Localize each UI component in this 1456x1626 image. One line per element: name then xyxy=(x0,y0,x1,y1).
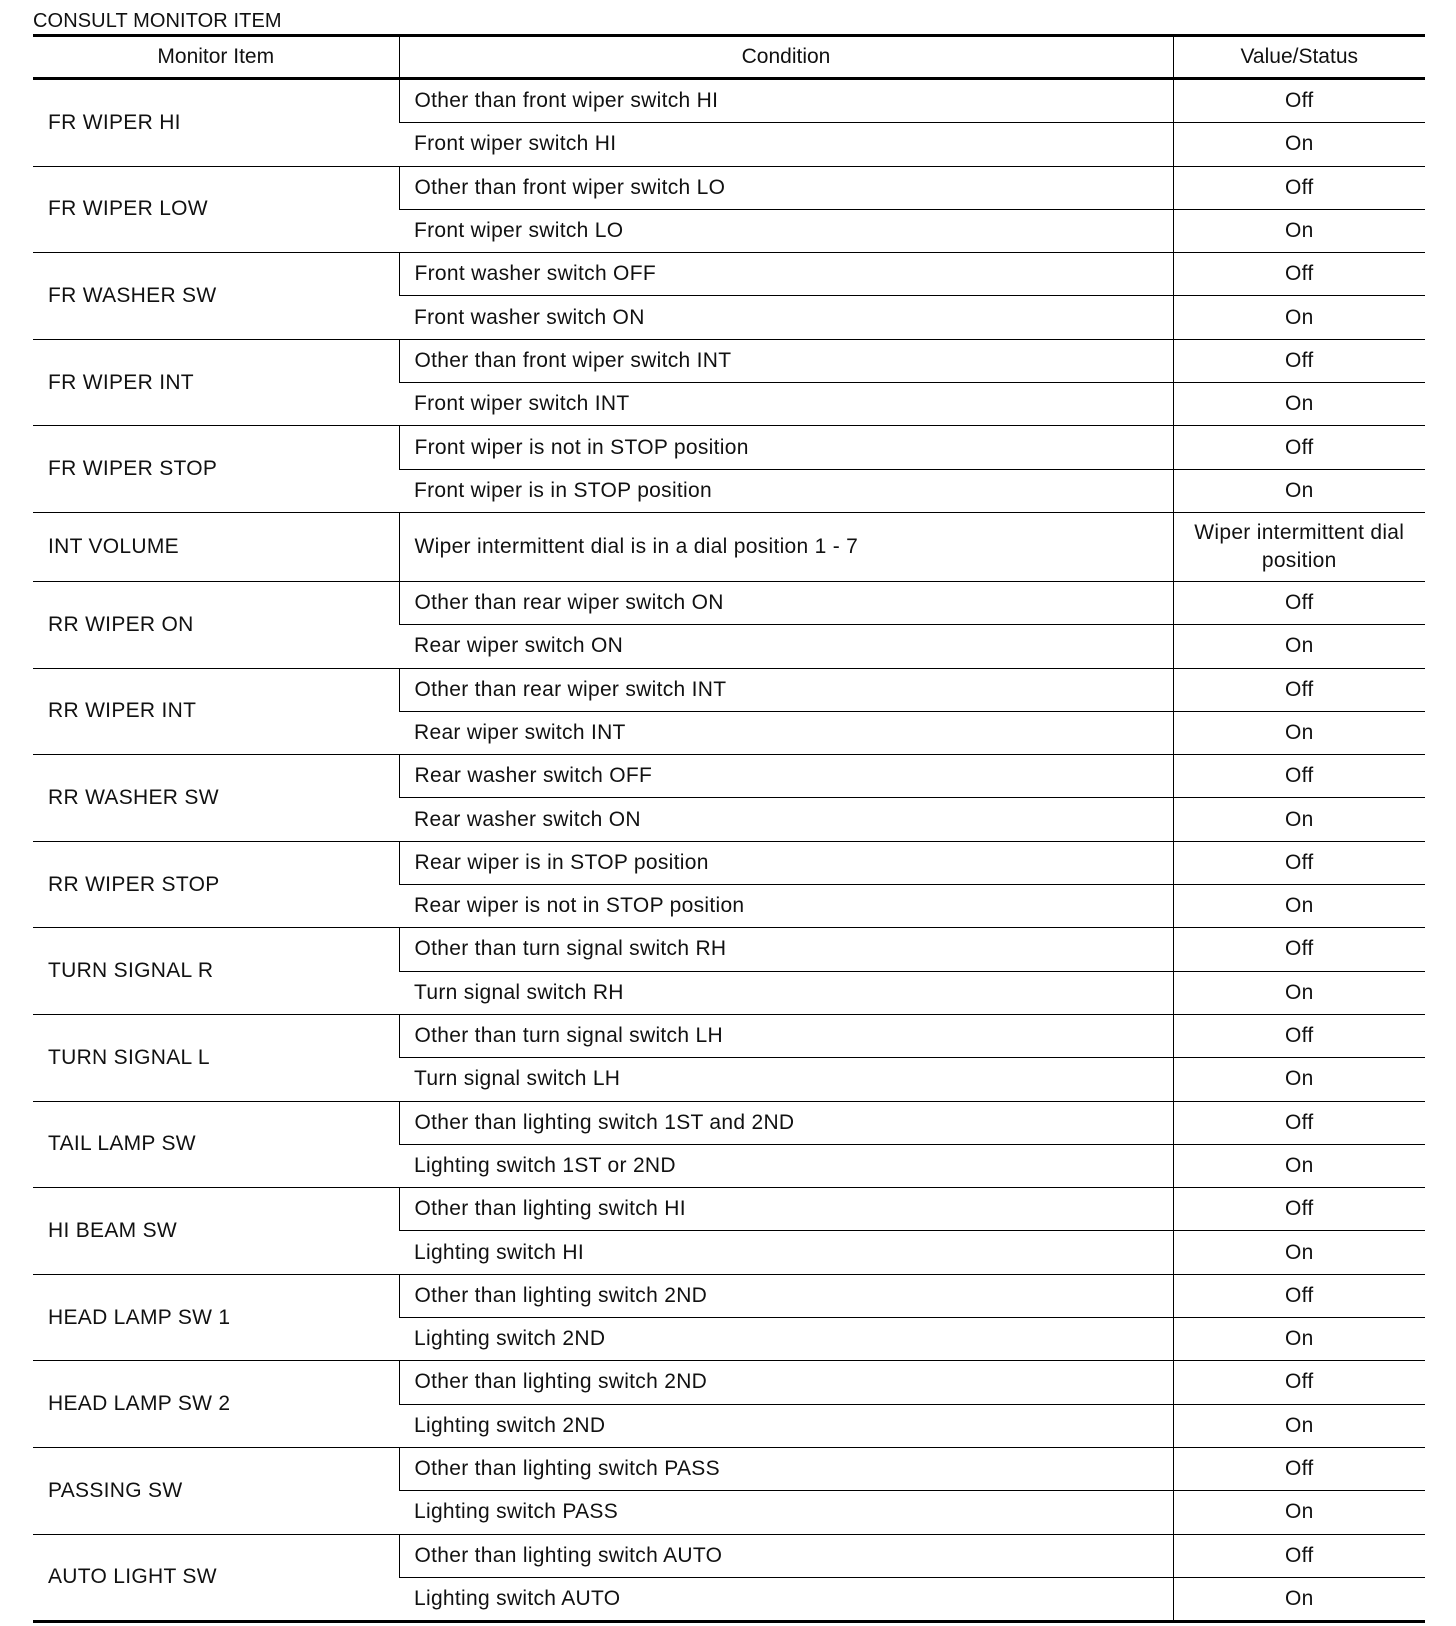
condition-cell: Rear wiper is not in STOP position xyxy=(399,885,1173,928)
condition-cell: Other than turn signal switch LH xyxy=(399,1014,1173,1057)
header-row xyxy=(33,36,1425,79)
condition-cell: Other than front wiper switch INT xyxy=(399,339,1173,382)
condition-cell: Front wiper switch INT xyxy=(399,383,1173,426)
condition-cell: Other than front wiper switch LO xyxy=(399,166,1173,209)
table-row xyxy=(33,1188,1425,1231)
monitor-item-cell: AUTO LIGHT SW xyxy=(33,1534,399,1622)
monitor-item-cell: FR WIPER INT xyxy=(33,339,399,426)
table-row xyxy=(33,253,1425,296)
header-condition: Condition xyxy=(399,36,1173,79)
condition-cell: Lighting switch AUTO xyxy=(399,1577,1173,1621)
condition-cell: Other than lighting switch 2ND xyxy=(399,1274,1173,1317)
monitor-item-cell: RR WIPER INT xyxy=(33,668,399,755)
consult-monitor-table xyxy=(33,34,1425,1623)
condition-cell: Other than lighting switch HI xyxy=(399,1188,1173,1231)
condition-cell: Other than rear wiper switch INT xyxy=(399,668,1173,711)
condition-cell: Wiper intermittent dial is in a dial position 1 - 7 xyxy=(399,512,1173,581)
monitor-item-cell: FR WIPER STOP xyxy=(33,426,399,513)
value-status-cell: On xyxy=(1173,383,1425,426)
table-row xyxy=(33,1361,1425,1404)
value-status-cell: Off xyxy=(1173,841,1425,884)
value-status-cell: On xyxy=(1173,123,1425,166)
condition-cell: Other than lighting switch AUTO xyxy=(399,1534,1173,1577)
value-status-cell: On xyxy=(1173,1577,1425,1621)
value-status-cell: On xyxy=(1173,798,1425,841)
condition-cell: Front wiper switch LO xyxy=(399,209,1173,252)
condition-cell: Rear washer switch OFF xyxy=(399,755,1173,798)
condition-cell: Lighting switch 2ND xyxy=(399,1404,1173,1447)
table-row xyxy=(33,668,1425,711)
condition-cell: Rear wiper is in STOP position xyxy=(399,841,1173,884)
table-body xyxy=(33,79,1425,1622)
value-status-cell: On xyxy=(1173,625,1425,668)
value-status-cell: On xyxy=(1173,209,1425,252)
monitor-item-cell: TURN SIGNAL R xyxy=(33,928,399,1015)
condition-cell: Front washer switch OFF xyxy=(399,253,1173,296)
value-status-cell: Off xyxy=(1173,1274,1425,1317)
table-row xyxy=(33,1014,1425,1057)
monitor-item-cell: HEAD LAMP SW 1 xyxy=(33,1274,399,1361)
monitor-item-cell: TAIL LAMP SW xyxy=(33,1101,399,1188)
value-status-cell: Off xyxy=(1173,755,1425,798)
value-status-cell: On xyxy=(1173,971,1425,1014)
value-status-cell: Off xyxy=(1173,581,1425,624)
monitor-item-cell: HI BEAM SW xyxy=(33,1188,399,1275)
table-row xyxy=(33,1534,1425,1577)
condition-cell: Other than rear wiper switch ON xyxy=(399,581,1173,624)
condition-cell: Lighting switch 1ST or 2ND xyxy=(399,1144,1173,1187)
condition-cell: Other than front wiper switch HI xyxy=(399,79,1173,123)
monitor-item-cell: FR WIPER HI xyxy=(33,79,399,167)
value-status-cell: Off xyxy=(1173,928,1425,971)
condition-cell: Lighting switch HI xyxy=(399,1231,1173,1274)
value-status-cell: On xyxy=(1173,469,1425,512)
value-status-cell: Off xyxy=(1173,1534,1425,1577)
condition-cell: Rear wiper switch INT xyxy=(399,711,1173,754)
value-status-cell: Off xyxy=(1173,339,1425,382)
value-status-cell: On xyxy=(1173,1318,1425,1361)
value-status-cell: On xyxy=(1173,1231,1425,1274)
value-status-cell: Off xyxy=(1173,1188,1425,1231)
value-status-cell: Off xyxy=(1173,426,1425,469)
monitor-item-cell: PASSING SW xyxy=(33,1447,399,1534)
value-status-cell: Off xyxy=(1173,1447,1425,1490)
value-status-cell: Off xyxy=(1173,253,1425,296)
header-monitor-item: Monitor Item xyxy=(33,36,399,79)
table-row xyxy=(33,1274,1425,1317)
condition-cell: Other than lighting switch 2ND xyxy=(399,1361,1173,1404)
table-row xyxy=(33,841,1425,884)
condition-cell: Other than turn signal switch RH xyxy=(399,928,1173,971)
value-status-cell: On xyxy=(1173,296,1425,339)
condition-cell: Lighting switch 2ND xyxy=(399,1318,1173,1361)
value-status-cell: Off xyxy=(1173,1014,1425,1057)
value-status-cell: On xyxy=(1173,711,1425,754)
monitor-item-cell: INT VOLUME xyxy=(33,512,399,581)
condition-cell: Rear wiper switch ON xyxy=(399,625,1173,668)
value-status-cell: Off xyxy=(1173,166,1425,209)
value-status-cell: On xyxy=(1173,1144,1425,1187)
value-status-cell: Off xyxy=(1173,1361,1425,1404)
table-caption: CONSULT MONITOR ITEM xyxy=(33,10,282,32)
value-status-cell: Off xyxy=(1173,79,1425,123)
condition-cell: Lighting switch PASS xyxy=(399,1491,1173,1534)
table-row xyxy=(33,426,1425,469)
value-status-cell: On xyxy=(1173,1058,1425,1101)
monitor-item-cell: HEAD LAMP SW 2 xyxy=(33,1361,399,1448)
value-status-cell: Wiper intermittent dial position xyxy=(1173,512,1425,581)
condition-cell: Other than lighting switch 1ST and 2ND xyxy=(399,1101,1173,1144)
monitor-item-cell: RR WASHER SW xyxy=(33,755,399,842)
monitor-item-cell: RR WIPER STOP xyxy=(33,841,399,928)
value-status-cell: Off xyxy=(1173,668,1425,711)
condition-cell: Front wiper is in STOP position xyxy=(399,469,1173,512)
condition-cell: Front washer switch ON xyxy=(399,296,1173,339)
condition-cell: Rear washer switch ON xyxy=(399,798,1173,841)
table-row xyxy=(33,512,1425,581)
condition-cell: Front wiper switch HI xyxy=(399,123,1173,166)
condition-cell: Turn signal switch RH xyxy=(399,971,1173,1014)
table-row xyxy=(33,166,1425,209)
value-status-cell: On xyxy=(1173,1491,1425,1534)
document-page xyxy=(33,8,1425,1623)
table-row xyxy=(33,928,1425,971)
table-row xyxy=(33,755,1425,798)
value-status-cell: On xyxy=(1173,885,1425,928)
monitor-item-cell: TURN SIGNAL L xyxy=(33,1014,399,1101)
condition-cell: Turn signal switch LH xyxy=(399,1058,1173,1101)
table-row xyxy=(33,1101,1425,1144)
table-row xyxy=(33,1447,1425,1490)
monitor-item-cell: FR WIPER LOW xyxy=(33,166,399,253)
table-row xyxy=(33,339,1425,382)
table-row xyxy=(33,581,1425,624)
table-row xyxy=(33,79,1425,123)
header-value-status: Value/Status xyxy=(1173,36,1425,79)
value-status-cell: Off xyxy=(1173,1101,1425,1144)
monitor-item-cell: RR WIPER ON xyxy=(33,581,399,668)
value-status-cell: On xyxy=(1173,1404,1425,1447)
monitor-item-cell: FR WASHER SW xyxy=(33,253,399,340)
condition-cell: Other than lighting switch PASS xyxy=(399,1447,1173,1490)
condition-cell: Front wiper is not in STOP position xyxy=(399,426,1173,469)
